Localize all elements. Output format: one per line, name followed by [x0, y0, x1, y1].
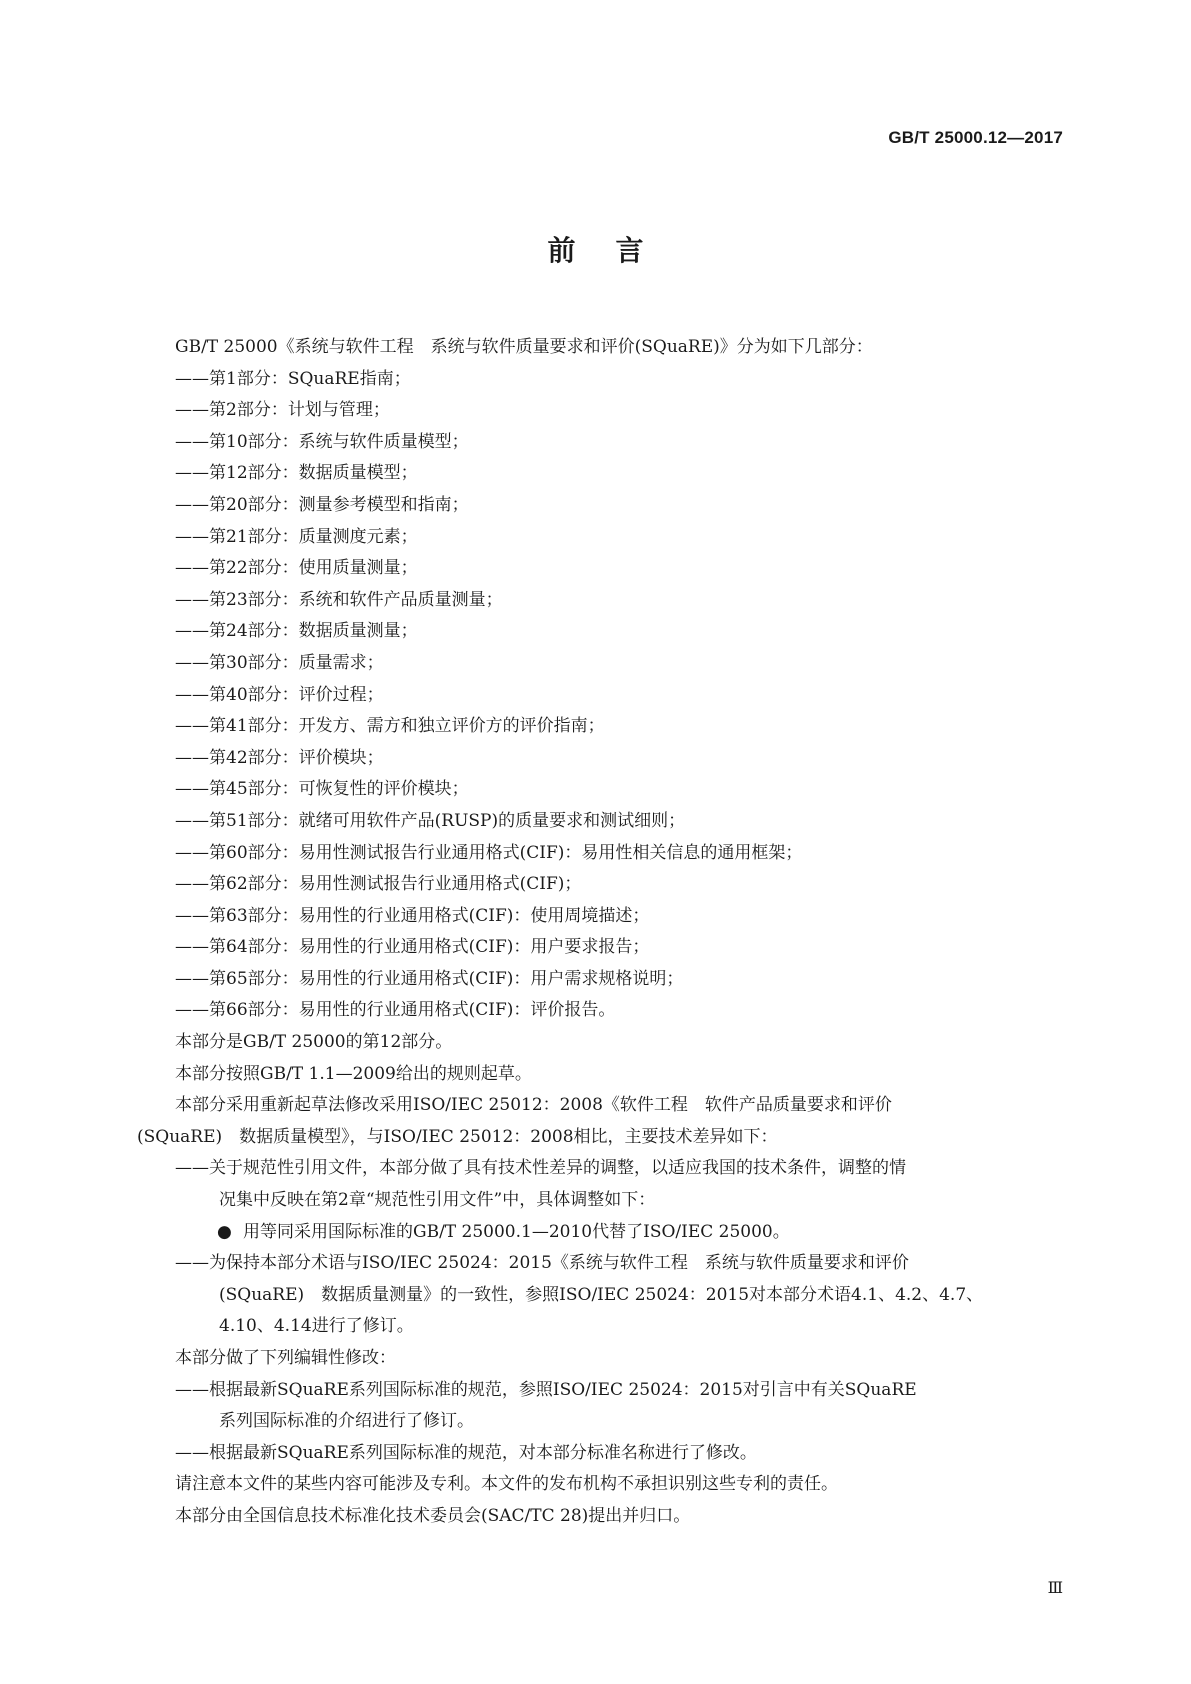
- list-item: ——第22部分：使用质量测量；: [175, 558, 418, 579]
- list-item: ——第63部分：易用性的行业通用格式(CIF)：使用周境描述；: [175, 905, 650, 926]
- difference-bullet: [137, 1217, 1067, 1249]
- difference-item-2-line-2: (SQuaRE) 数据质量测量》的一致性，参照ISO/IEC 25024：2015对本部分术语4.1、4.2、4.7、: [219, 1284, 984, 1305]
- parts-list: [137, 364, 1067, 1027]
- drafting-rules-statement: 本部分按照GB/T 1.1—2009给出的规则起草。: [175, 1063, 532, 1084]
- intro-paragraph: GB/T 25000《系统与软件工程 系统与软件质量要求和评价(SQuaRE)》分为如下几部分：: [175, 337, 873, 357]
- proposer-statement: 本部分由全国信息技术标准化技术委员会(SAC/TC 28)提出并归口。: [175, 1505, 691, 1526]
- difference-item-2-line-3: 4.10、4.14进行了修订。: [219, 1316, 414, 1337]
- list-item: ——第45部分：可恢复性的评价模块；: [175, 779, 469, 800]
- list-item: ——第66部分：易用性的行业通用格式(CIF)：评价报告。: [175, 1000, 616, 1021]
- editorial-item-2: ——根据最新SQuaRE系列国际标准的规范，对本部分标准名称进行了修改。: [175, 1442, 757, 1463]
- list-item: ——第24部分：数据质量测量；: [175, 621, 418, 642]
- list-item: ——第65部分：易用性的行业通用格式(CIF)：用户需求规格说明；: [175, 968, 684, 989]
- list-item: ——第21部分：质量测度元素；: [175, 526, 418, 547]
- list-item: ——第40部分：评价过程；: [175, 684, 384, 705]
- difference-item-2-line-1: ——为保持本部分术语与ISO/IEC 25024：2015《系统与软件工程 系统与软件质量要求和评价: [175, 1253, 909, 1274]
- difference-item-1-line-2: 况集中反映在第2章“规范性引用文件”中，具体调整如下：: [219, 1190, 656, 1211]
- list-item: ——第20部分：测量参考模型和指南；: [175, 494, 469, 515]
- list-item: ——第1部分：SQuaRE指南；: [175, 368, 411, 389]
- list-item: ——第12部分：数据质量模型；: [175, 463, 418, 484]
- adoption-statement-line-2: (SQuaRE) 数据质量模型》，与ISO/IEC 25012：2008相比，主要技术差异如下：: [137, 1126, 778, 1147]
- document-code: GB/T 25000.12—2017: [888, 128, 1063, 147]
- adoption-statement-line-1: 本部分采用重新起草法修改采用ISO/IEC 25012：2008《软件工程 软件产品质量要求和评价: [175, 1095, 892, 1116]
- list-item: ——第64部分：易用性的行业通用格式(CIF)：用户要求报告；: [175, 937, 650, 958]
- bullet-text: 用等同采用国际标准的GB/T 25000.1—2010代替了ISO/IEC 25000。: [243, 1221, 790, 1242]
- bullet-icon: ●: [217, 1221, 232, 1242]
- editorial-item-1-line-2: 系列国际标准的介绍进行了修订。: [219, 1411, 474, 1432]
- page-number: Ⅲ: [1047, 1578, 1063, 1597]
- difference-item-1-line-1: ——关于规范性引用文件，本部分做了具有技术性差异的调整，以适应我国的技术条件，调整的情: [175, 1158, 906, 1179]
- page-title: 前言: [547, 234, 684, 267]
- list-item: ——第41部分：开发方、需方和独立评价方的评价指南；: [175, 716, 605, 737]
- list-item: ——第42部分：评价模块；: [175, 747, 384, 768]
- editorial-item-1-line-1: ——根据最新SQuaRE系列国际标准的规范，参照ISO/IEC 25024：2015对引言中有关SQuaRE: [175, 1379, 917, 1400]
- patent-notice: 请注意本文件的某些内容可能涉及专利。本文件的发布机构不承担识别这些专利的责任。: [175, 1474, 838, 1495]
- part-of-statement: 本部分是GB/T 25000的第12部分。: [175, 1032, 453, 1053]
- list-item: ——第2部分：计划与管理；: [175, 400, 390, 421]
- list-item: ——第60部分：易用性测试报告行业通用格式(CIF)：易用性相关信息的通用框架；: [175, 842, 803, 863]
- list-item: ——第10部分：系统与软件质量模型；: [175, 431, 469, 452]
- editorial-intro: 本部分做了下列编辑性修改：: [175, 1348, 396, 1368]
- list-item: ——第51部分：就绪可用软件产品(RUSP)的质量要求和测试细则；: [175, 810, 686, 831]
- foreword-body: [137, 332, 1067, 1533]
- list-item: ——第62部分：易用性测试报告行业通用格式(CIF)；: [175, 874, 582, 895]
- list-item: ——第23部分：系统和软件产品质量测量；: [175, 589, 503, 610]
- list-item: ——第30部分：质量需求；: [175, 652, 384, 673]
